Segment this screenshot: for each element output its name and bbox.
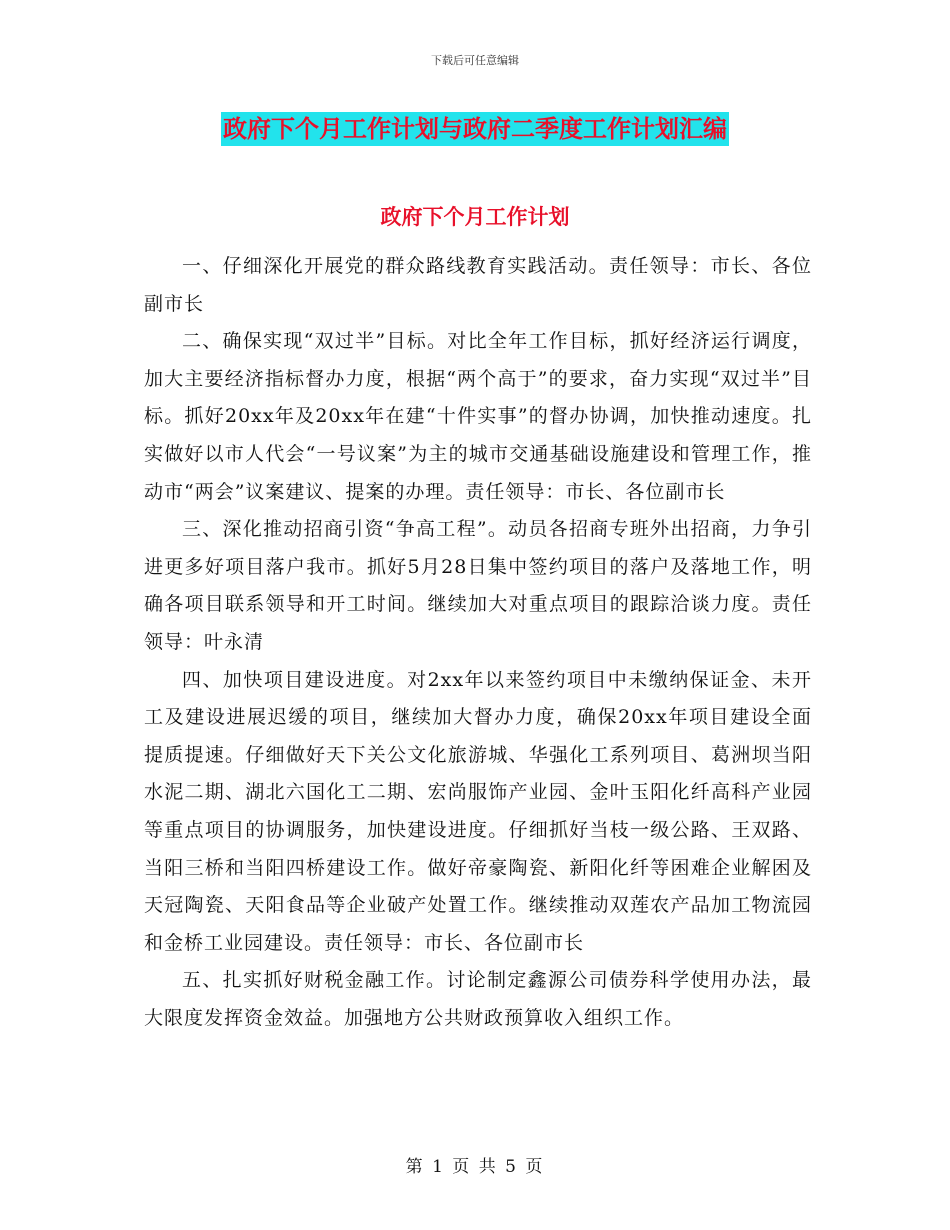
paragraph-3: 三、深化推动招商引资“争高工程”。动员各招商专班外出招商，力争引进更多好项目落户我市。抓好5月28日集中签约项目的落户及落地工作，明确各项目联系领导和开工时间。继续加大对重点项目的跟踪洽谈力度。责任领导：叶永清 xyxy=(144,518,812,653)
document-title-container xyxy=(0,112,950,146)
document-title: 政府下个月工作计划与政府二季度工作计划汇编 xyxy=(221,112,729,146)
paragraph-5: 五、扎实抓好财税金融工作。讨论制定鑫源公司债券科学使用办法，最大限度发挥资金效益。加强地方公共财政预算收入组织工作。 xyxy=(144,969,812,1029)
section-title: 政府下个月工作计划 xyxy=(380,204,570,229)
paragraph-4: 四、加快项目建设进度。对2xx年以来签约项目中未缴纳保证金、未开工及建设进展迟缓的项目，继续加大督办力度，确保20xx年项目建设全面提质提速。仔细做好天下关公文化旅游城、华强化工系列项目、葛洲坝当阳水泥二期、湖北六国化工二期、宏尚服饰产业园、金叶玉阳化纤高科产业园等重点项目的协调服务，加快建设进度。仔细抓好当枝一级公路、王双路、当阳三桥和当阳四桥建设工作。做好帝豪陶瓷、新阳化纤等困难企业解困及天冠陶瓷、天阳食品等企业破产处置工作。继续推动双莲农产品加工物流园和金桥工业园建设。责任领导：市长、各位副市长 xyxy=(144,668,812,954)
header-note: 下载后可任意编辑 xyxy=(431,54,519,67)
paragraph-1: 一、仔细深化开展党的群众路线教育实践活动。责任领导：市长、各位副市长 xyxy=(144,255,812,315)
page-number-footer: 第 1 页 共 5 页 xyxy=(405,1157,545,1177)
document-body xyxy=(144,248,812,1037)
paragraph-2: 二、确保实现“双过半”目标。对比全年工作目标，抓好经济运行调度，加大主要经济指标督办力度，根据“两个高于”的要求，奋力实现“双过半”目标。抓好20xx年及20xx年在建“十件实事”的督办协调，加快推动速度。扎实做好以市人代会“一号议案”为主的城市交通基础设施建设和管理工作，推动市“两会”议案建议、提案的办理。责任领导：市长、各位副市长 xyxy=(144,330,812,503)
